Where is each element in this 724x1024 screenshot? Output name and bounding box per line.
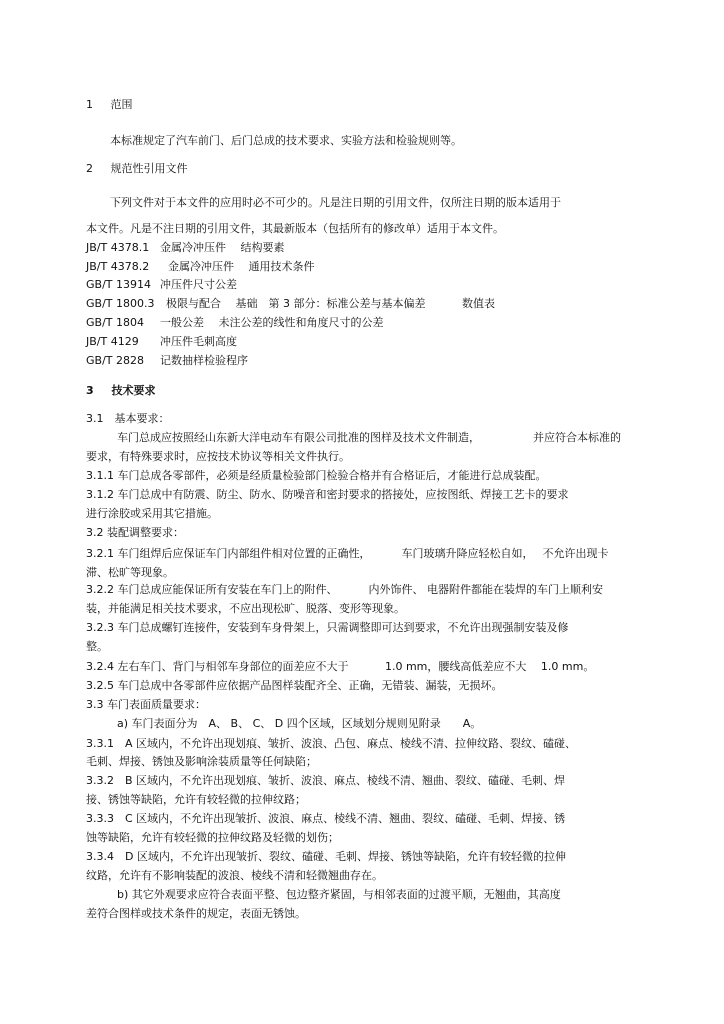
paragraph-line: 3.1.1 车门总成各零部件，必须是经质量检验部门检验合格并有合格证后，才能进行总成装配。 [86,469,547,482]
reference-title: 金属冷冲压件 结构要素 [160,241,285,254]
section-1-title: 范围 [110,98,133,111]
reference-title: 冲压件毛刺高度 [160,335,237,348]
paragraph-line: 3.1.2 车门总成中有防震、防尘、防水、防噪音和密封要求的搭接处，应按图纸、焊接工艺卡的要求 [86,488,569,501]
reference-code: JB/T 4378.1 [86,241,150,254]
reference-code: GB/T 1804 [86,316,144,329]
reference-code: GB/T 13914 [86,278,151,291]
paragraph-line: 差符合图样或技术条件的规定，表面无锈蚀。 [86,907,306,920]
paragraph-line: 3.2.1 车门组焊后应保证车门内部组件相对位置的正确性， 车门玻璃升降应轻松自如， 不允许出现卡 [86,547,609,560]
reference-code: GB/T 1800.3 [86,297,155,310]
clause-heading: 3.3 车门表面质量要求： [86,698,206,711]
reference-code: GB/T 2828 [86,354,144,367]
section-2-number: 2 [86,162,93,175]
paragraph-line: 蚀等缺陷，允许有较轻微的拉伸纹路及轻微的划伤； [86,831,339,844]
paragraph-line: 要求，有特殊要求时，应按技术协议等相关文件执行。 [86,450,350,463]
paragraph-line: 3.2.5 车门总成中各零部件应依据产品图样装配齐全、正确，无错装、漏装，无损坏。 [86,679,503,692]
reference-code: JB/T 4129 [86,335,139,348]
paragraph-line: b) 其它外观要求应符合表面平整、包边整齐紧固，与相邻表面的过渡平顺，无翘曲，其高度 [117,888,561,901]
paragraph-line: 进行涂胶或采用其它措施。 [86,507,218,520]
section-1-body: 本标准规定了汽车前门、后门总成的技术要求、实验方法和检验规则等。 [110,134,462,147]
section-1-heading [86,98,133,112]
section-3-number: 3 [86,384,94,397]
clause-heading: 3.2 装配调整要求： [86,526,184,539]
paragraph-line: 毛刺、焊接、锈蚀及影响涂装质量等任何缺陷； [86,755,317,768]
section-2-intro-line2: 本文件。凡是不注日期的引用文件，其最新版本（包括所有的修改单）适用于本文件。 [86,222,504,235]
paragraph-line: 3.3.2 B 区域内，不允许出现划痕、皱折、波浪、麻点、棱线不清、翘曲、裂纹、磕碰、毛刺、焊 [86,774,566,787]
paragraph-line: 车门总成应按照经山东新大洋电动车有限公司批准的图样及技术文件制造， 并应符合本标准的 [117,431,621,444]
section-2-title: 规范性引用文件 [110,162,188,175]
paragraph-line: 接、锈蚀等缺陷，允许有较轻微的拉伸纹路； [86,793,306,806]
paragraph-line: 装，并能满足相关技术要求，不应出现松旷、脱落、变形等现象。 [86,602,405,615]
section-2-intro-line1: 下列文件对于本文件的应用时必不可少的。凡是注日期的引用文件，仅所注日期的版本适用于 [110,196,561,209]
paragraph-line: 3.3.3 C 区域内，不允许出现皱折、波浪、麻点、棱线不清、翘曲、裂纹、磕碰、毛刺、焊接、锈 [86,812,566,825]
reference-title: 记数抽样检验程序 [160,354,248,367]
paragraph-line: 3.3.4 D 区域内，不允许出现皱折、裂纹、磕碰、毛刺、焊接、锈蚀等缺陷，允许有较轻微的拉伸 [86,850,566,863]
section-3-title: 技术要求 [111,384,156,397]
section-1-number: 1 [86,98,93,111]
clause-heading: 3.1 基本要求： [86,412,170,425]
paragraph-line: 滞、松旷等现象。 [86,566,174,579]
paragraph-line: 3.2.3 车门总成螺钉连接件，安装到车身骨架上，只需调整即可达到要求，不允许出现强制安装及修 [86,621,569,634]
paragraph-line: 3.2.4 左右车门、背门与相邻车身部位的面差应不大于 1.0 mm，腰线高低差应不大 1.0 mm。 [86,660,595,673]
reference-title: 金属冷冲压件 通用技术条件 [168,260,315,273]
paragraph-line: 3.3.1 A 区域内，不允许出现划痕、皱折、波浪、凸包、麻点、棱线不清、拉伸纹路、裂纹、磕碰、 [86,737,577,750]
section-3-heading [86,384,156,398]
paragraph-line: a) 车门表面分为 A、 B、 C、 D 四个区域，区域划分规则见附录 A。 [117,717,482,730]
reference-code: JB/T 4378.2 [86,260,150,273]
paragraph-line: 整。 [86,640,108,653]
reference-title: 极限与配合 基础 第 3 部分：标准公差与基本偏差 数值表 [166,297,495,310]
reference-title: 冲压件尺寸公差 [160,278,237,291]
section-2-heading [86,162,188,176]
paragraph-line: 3.2.2 车门总成应能保证所有安装在车门上的附件、 内外饰件、 电器附件都能在装焊的车门上顺利安 [86,583,603,596]
paragraph-line: 纹路，允许有不影响装配的波浪、棱线不清和轻微翘曲存在。 [86,869,383,882]
reference-title: 一般公差 未注公差的线性和角度尺寸的公差 [160,316,384,329]
